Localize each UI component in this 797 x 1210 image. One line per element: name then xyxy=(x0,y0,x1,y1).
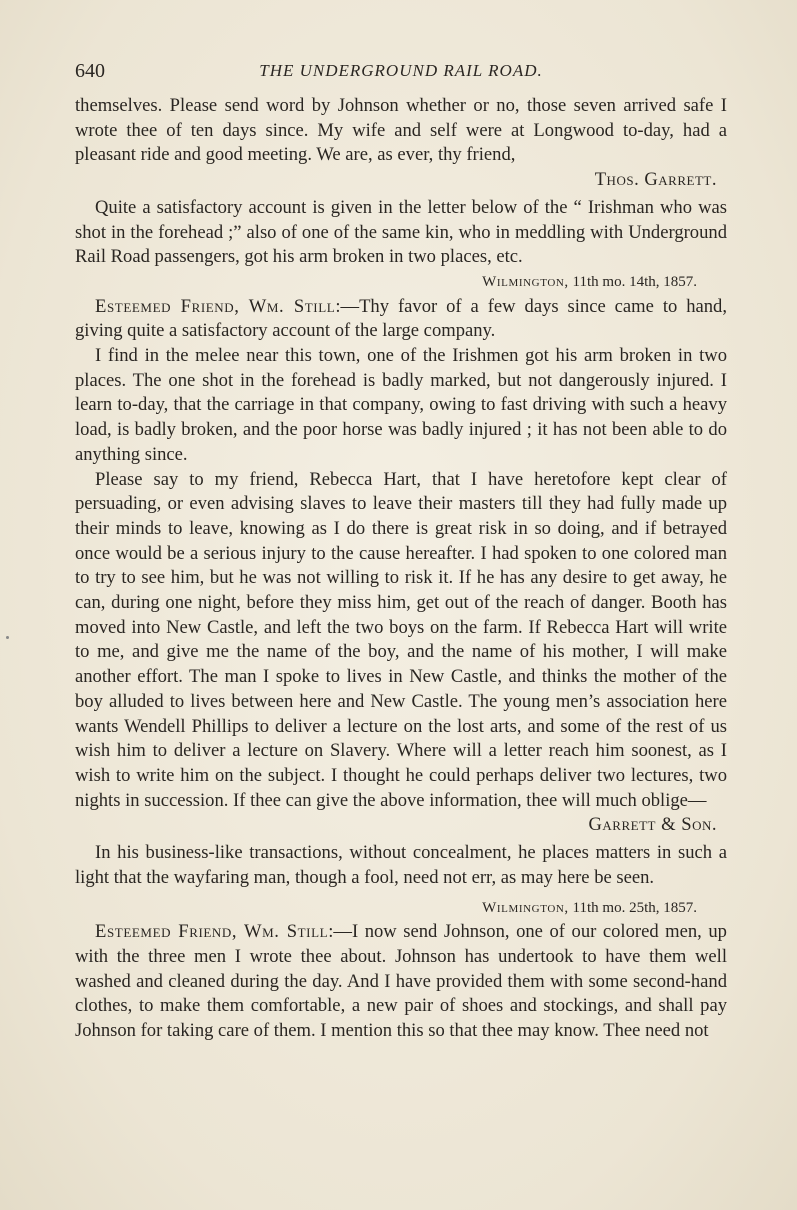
letter-opening-2 xyxy=(75,920,727,1044)
signature-text: Thos. Garrett. xyxy=(594,169,717,191)
dateline-2 xyxy=(75,896,727,921)
paragraph-melee: I find in the melee near this town, one of the Irishmen got his arm broken in two places. The one shot in the forehead is badly marked, but not dangerously injured. I learn to-day, that the carriage in that company, owing to fast driving with such a heavy load, is badly broken, and the poor horse was badly injured ; it has not been able to do anything since. xyxy=(75,345,727,465)
signature-text: Garrett & Son. xyxy=(588,814,717,836)
page-number: 640 xyxy=(75,60,105,82)
running-title: THE UNDERGROUND RAIL ROAD. xyxy=(259,61,543,80)
paragraph-rebecca-hart: Please say to my friend, Rebecca Hart, that I have heretofore kept clear of persuading, or even advising slaves to leave their masters till they had fully made up their minds to leave, knowing as I do there is great risk in so doing, and if betrayed once would be a serious injury to the cause hereafter. I had spoken to one colored man to try to see him, but he was not willing to risk it. If he has any desire to get away, he can, during one night, before they miss him, get out of the reach of danger. Booth has moved into New Castle, and left the two boys on the farm. If Rebecca Hart will write to me, and give me the name of the boy, and the name of his mother, I will make another effort. The man I spoke to lives in New Castle, and thinks the mother of the boy alluded to lives between here and New Castle. The young men’s association here wants Wendell Phillips to deliver a lecture on the lost arts, and some of the rest of us wish him to deliver a lecture on Slavery. Where will a letter reach him soonest, as I wish to write him on the subject. I thought he could perhaps deliver two lectures, two nights in succession. If thee can give the above information, thee will much oblige— xyxy=(75,468,727,811)
paragraph-intro-letter: Quite a satisfactory account is given in the letter below of the “ Irishman who was shot in the forehead ;” also of one of the same kin, who in meddling with Underground Rail Road passengers, got his arm broken in two places, etc. xyxy=(75,196,727,268)
paragraph-continuation: themselves. Please send word by Johnson whether or no, those seven arrived safe I wrote thee of ten days since. My wife and self were at Longwood to-day, had a pleasant ride and good meeting. We are, as ever, thy friend, xyxy=(75,95,727,166)
letter-opening-1 xyxy=(75,295,727,344)
dateline-date: 11th mo. 25th, 1857. xyxy=(572,899,697,916)
letter-text: :—Thy favor of a few days since came to hand, giving quite a satisfactory account of the large company. xyxy=(75,295,727,342)
signature-garrett-son xyxy=(75,813,727,838)
margin-speck xyxy=(6,636,9,639)
dateline-place: Wilmington, xyxy=(482,899,569,916)
salutation: Esteemed Friend, Wm. Still xyxy=(95,295,336,317)
letter-text: :—I now send Johnson, one of our colored men, up with the three men I wrote thee about. Johnson has undertook to have them well washed and cleaned during the day. And I have provided them with some second-hand clothes, to make them comfortable, a new pair of shoes and stockings, and shall pay Johnson for taking care of them. I mention this so that thee may know. Thee need not xyxy=(75,921,727,1042)
page-body xyxy=(75,94,727,1044)
dateline-date: 11th mo. 14th, 1857. xyxy=(572,273,697,290)
paragraph-business: In his business-like transactions, without concealment, he places matters in such a light that the wayfaring man, though a fool, need not err, as may here be seen. xyxy=(75,842,727,888)
dateline-place: Wilmington, xyxy=(482,273,569,290)
signature-thos-garrett xyxy=(75,168,727,193)
salutation: Esteemed Friend, Wm. Still xyxy=(95,921,329,943)
page-header xyxy=(75,60,727,88)
dateline-1 xyxy=(75,270,727,295)
